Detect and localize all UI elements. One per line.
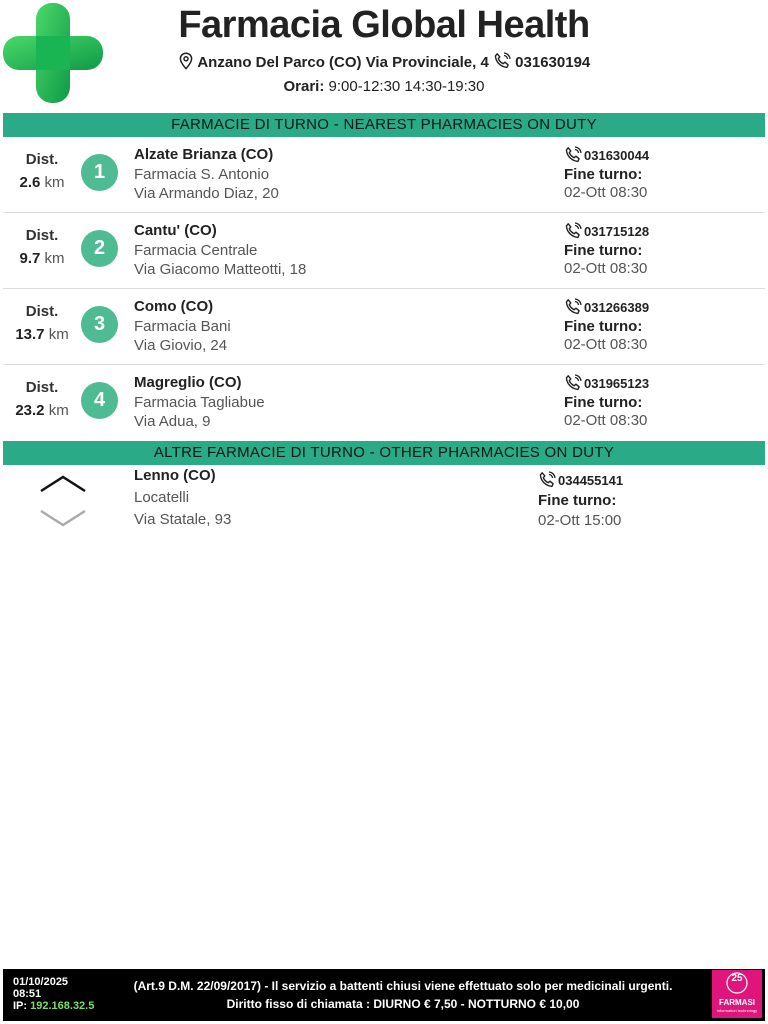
distance-unit: km — [44, 174, 65, 191]
pharmacy-street: Via Statale, 93 — [134, 511, 232, 528]
logo-brand: FARMASI — [719, 998, 755, 1007]
distance-value: 9.7 — [19, 250, 41, 267]
end-shift-label: Fine turno: — [564, 394, 643, 411]
footer-datetime — [13, 976, 94, 1012]
rank-badge: 2 — [81, 230, 118, 267]
phone-icon — [564, 374, 582, 392]
distance-label: Dist. — [25, 227, 59, 244]
pharmacy-name-text: Farmacia Centrale — [134, 242, 258, 259]
pharmacy-street: Via Adua, 9 — [134, 413, 211, 430]
end-shift-label: Fine turno: — [538, 492, 617, 509]
distance — [3, 151, 81, 191]
chevron-up-icon[interactable] — [41, 477, 85, 491]
distance-label: Dist. — [25, 303, 59, 320]
footer-time: 08:51 — [13, 988, 42, 1000]
hours-label: Orari: — [283, 78, 325, 95]
pharmacy-town: Cantu' (CO) — [134, 222, 217, 239]
pharmacy-row[interactable] — [3, 137, 765, 213]
phone-icon — [564, 222, 582, 240]
pharmacy-town: Magreglio (CO) — [134, 374, 242, 391]
footer-fee-text: Diritto fisso di chiamata : DIURNO € 7,50 - NOTTURNO € 10,00 — [226, 997, 580, 1011]
header-phone[interactable]: 031630194 — [515, 54, 591, 71]
pharmacy-phone[interactable] — [564, 146, 764, 166]
logo-subtitle: information technology — [716, 1008, 758, 1013]
pharmacy-phone[interactable] — [564, 222, 764, 242]
logo-number: 25 — [731, 973, 743, 984]
hours-value: 9:00-12:30 14:30-19:30 — [328, 78, 485, 95]
chevron-down-icon[interactable] — [41, 511, 85, 525]
pharmacy-town: Lenno (CO) — [134, 467, 216, 484]
pharmacy-name-text: Farmacia S. Antonio — [134, 166, 270, 183]
end-shift-time: 02-Ott 08:30 — [564, 184, 648, 201]
end-shift-label: Fine turno: — [564, 166, 643, 183]
footer-ip: 192.168.32.5 — [30, 1000, 95, 1012]
other-section-title: ALTRE FARMACIE DI TURNO - OTHER PHARMACIES ON DUTY — [3, 441, 765, 465]
opening-hours — [110, 78, 658, 95]
pharmacy-street: Via Armando Diaz, 20 — [134, 185, 279, 202]
end-shift-label: Fine turno: — [564, 242, 643, 259]
pharmacy-row[interactable] — [3, 213, 765, 289]
distance-value: 13.7 — [15, 326, 45, 343]
header — [0, 0, 768, 112]
other-pharmacy-row[interactable] — [3, 465, 765, 535]
distance-unit: km — [48, 326, 69, 343]
end-shift-label: Fine turno: — [564, 318, 643, 335]
farmasi-logo — [712, 970, 762, 1018]
end-shift-time: 02-Ott 08:30 — [564, 260, 648, 277]
pharmacy-town: Como (CO) — [134, 298, 214, 315]
distance-value: 2.6 — [19, 174, 41, 191]
phone-number[interactable]: 031965123 — [584, 376, 650, 391]
pharmacy-row[interactable] — [3, 365, 765, 441]
footer — [3, 969, 765, 1021]
distance — [3, 227, 81, 267]
distance — [3, 303, 81, 343]
distance-value: 23.2 — [15, 402, 45, 419]
pharmacy-name: Farmacia Global Health — [178, 4, 590, 46]
distance-unit: km — [44, 250, 65, 267]
pharmacy-street: Via Giovio, 24 — [134, 337, 228, 354]
phone-number[interactable]: 031630044 — [584, 148, 650, 163]
pharmacy-phone[interactable] — [564, 374, 764, 394]
phone-icon — [493, 52, 511, 70]
end-shift-time: 02-Ott 08:30 — [564, 336, 648, 353]
footer-date: 01/10/2025 — [13, 976, 69, 988]
pharmacy-name-text: Farmacia Bani — [134, 318, 231, 335]
pharmacy-phone[interactable] — [564, 298, 764, 318]
pharmacy-row[interactable] — [3, 289, 765, 365]
footer-notice — [113, 977, 693, 1013]
distance — [3, 379, 81, 419]
phone-icon — [564, 298, 582, 316]
distance-label: Dist. — [25, 151, 59, 168]
phone-number[interactable]: 034455141 — [558, 473, 624, 488]
nearest-section-title: FARMACIE DI TURNO - NEAREST PHARMACIES ON DUTY — [3, 113, 765, 137]
pharmacy-name-text: Locatelli — [134, 489, 190, 506]
address-line — [110, 52, 658, 71]
rank-badge: 1 — [81, 154, 118, 191]
pharmacy-phone[interactable] — [538, 471, 738, 492]
phone-number[interactable]: 031715128 — [584, 224, 650, 239]
phone-number[interactable]: 031266389 — [584, 300, 650, 315]
footer-ip-label: IP: — [13, 1000, 28, 1012]
address-text: Anzano Del Parco (CO) Via Provinciale, 4 — [197, 54, 489, 71]
phone-icon — [538, 471, 556, 489]
phone-icon — [564, 146, 582, 164]
footer-notice-text: (Art.9 D.M. 22/09/2017) - Il servizio a battenti chiusi viene effettuato solo per medicinali urgenti. — [133, 979, 673, 993]
distance-label: Dist. — [25, 379, 59, 396]
green-cross-icon — [3, 3, 103, 103]
rank-badge: 4 — [81, 382, 118, 419]
scroll-arrows — [39, 471, 89, 531]
rank-badge: 3 — [81, 306, 118, 343]
location-pin-icon — [178, 52, 194, 70]
pharmacy-name-text: Farmacia Tagliabue — [134, 394, 265, 411]
end-shift-time: 02-Ott 15:00 — [538, 512, 622, 529]
pharmacy-town: Alzate Brianza (CO) — [134, 146, 274, 163]
distance-unit: km — [48, 402, 69, 419]
pharmacy-street: Via Giacomo Matteotti, 18 — [134, 261, 307, 278]
end-shift-time: 02-Ott 08:30 — [564, 412, 648, 429]
